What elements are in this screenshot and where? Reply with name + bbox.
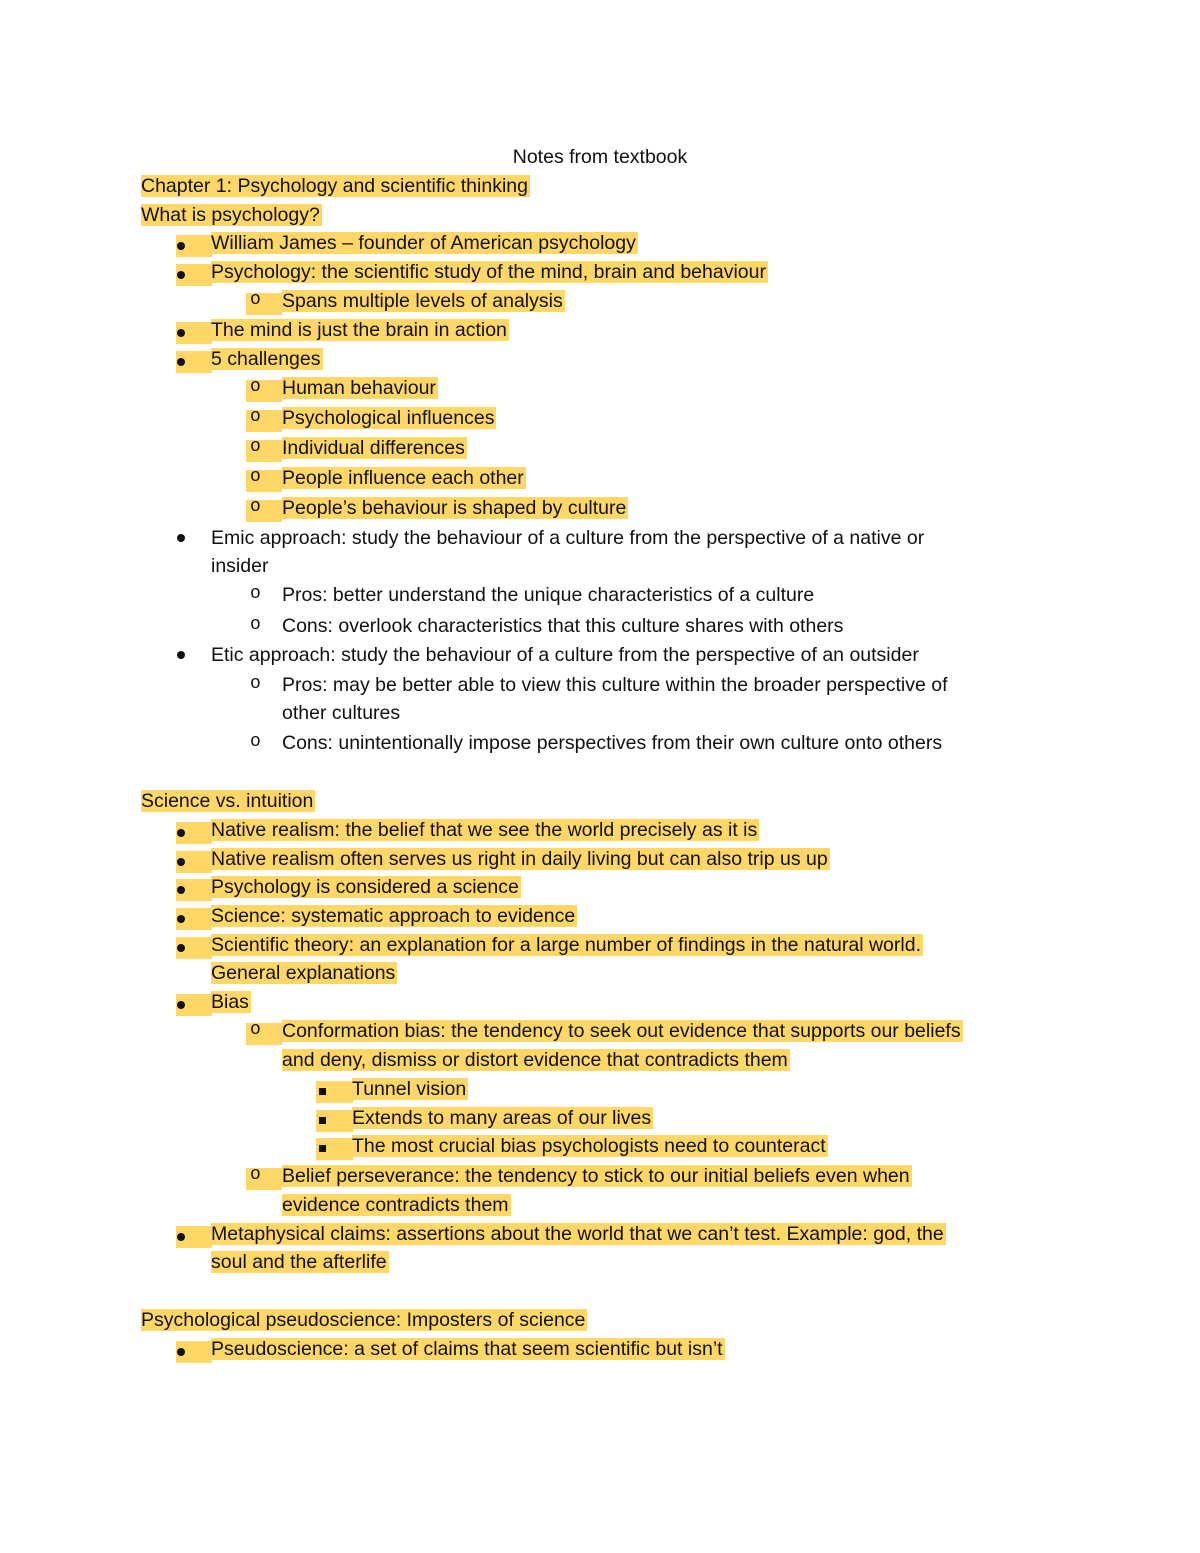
sub-bullet-circle-icon: o bbox=[250, 437, 261, 457]
bullet-dot-icon bbox=[177, 329, 185, 337]
bullet-square-icon bbox=[319, 1117, 326, 1124]
list-item bbox=[352, 1075, 468, 1103]
sub-bullet-circle-icon: o bbox=[250, 467, 261, 487]
list-item-text: Scientific theory: an explanation for a large number of findings in the natural world. bbox=[211, 934, 921, 956]
list-item bbox=[282, 1017, 963, 1045]
list-item-text: Extends to many areas of our lives bbox=[352, 1107, 652, 1129]
list-item bbox=[211, 902, 577, 930]
bullet-dot-icon bbox=[177, 534, 185, 542]
list-item: Etic approach: study the behaviour of a culture from the perspective of an outsider bbox=[211, 644, 919, 666]
list-item-text: Human behaviour bbox=[282, 377, 436, 399]
bullet-dot-icon bbox=[177, 1001, 185, 1009]
list-item bbox=[211, 345, 323, 373]
list-item bbox=[211, 1220, 946, 1248]
list-item bbox=[282, 464, 526, 492]
bullet-dot-icon bbox=[177, 944, 185, 952]
bullet-dot-icon bbox=[177, 1233, 185, 1241]
list-item bbox=[352, 1104, 653, 1132]
bullet-dot-icon bbox=[177, 651, 185, 659]
list-item-continuation bbox=[211, 1248, 389, 1276]
list-item-text: General explanations bbox=[211, 962, 396, 984]
list-item-continuation: insider bbox=[211, 555, 269, 577]
bullet-dot-icon bbox=[177, 886, 185, 894]
bullet-dot-icon bbox=[177, 1348, 185, 1356]
list-item-text: and deny, dismiss or distort evidence that contradicts them bbox=[282, 1049, 788, 1071]
bullet-square-icon bbox=[319, 1145, 326, 1152]
list-item-text: Individual differences bbox=[282, 437, 465, 459]
list-item: Cons: unintentionally impose perspectives from their own culture onto others bbox=[282, 732, 943, 754]
sub-bullet-circle-icon: o bbox=[250, 615, 261, 635]
list-item bbox=[282, 434, 467, 462]
list-item bbox=[211, 845, 830, 873]
bullet-dot-icon bbox=[177, 242, 185, 250]
list-item-continuation: other cultures bbox=[282, 702, 401, 724]
list-item bbox=[211, 931, 923, 959]
chapter-heading bbox=[141, 172, 530, 200]
sub-bullet-circle-icon: o bbox=[250, 1165, 261, 1185]
list-item-text: evidence contradicts them bbox=[282, 1194, 509, 1216]
bullet-dot-icon bbox=[177, 829, 185, 837]
list-item bbox=[211, 816, 759, 844]
bullet-dot-icon bbox=[177, 271, 185, 279]
section-heading-text: What is psychology? bbox=[141, 204, 320, 226]
list-item bbox=[282, 494, 628, 522]
sub-bullet-circle-icon: o bbox=[250, 584, 261, 604]
section-heading-science-vs-intuition bbox=[141, 787, 315, 815]
list-item-text: Conformation bias: the tendency to seek out evidence that supports our beliefs bbox=[282, 1020, 961, 1042]
list-item-text: Psychology is considered a science bbox=[211, 876, 519, 898]
list-item-text: Pseudoscience: a set of claims that seem scientific but isn’t bbox=[211, 1338, 723, 1360]
list-item bbox=[211, 258, 768, 286]
list-item bbox=[211, 316, 509, 344]
sub-bullet-circle-icon: o bbox=[250, 674, 261, 694]
bullet-dot-icon bbox=[177, 915, 185, 923]
list-item-text: People influence each other bbox=[282, 467, 524, 489]
list-item-text: Psychological influences bbox=[282, 407, 495, 429]
list-item-text: Bias bbox=[211, 991, 249, 1013]
list-item-text: The mind is just the brain in action bbox=[211, 319, 507, 341]
chapter-heading-text: Chapter 1: Psychology and scientific thinking bbox=[141, 175, 528, 197]
section-heading-what-is-psychology bbox=[141, 201, 322, 229]
section-heading-text: Science vs. intuition bbox=[141, 790, 314, 812]
list-item bbox=[211, 873, 521, 901]
list-item bbox=[211, 988, 251, 1016]
list-item-text: William James – founder of American psychology bbox=[211, 232, 636, 254]
sub-bullet-circle-icon: o bbox=[250, 497, 261, 517]
list-item bbox=[282, 374, 438, 402]
section-heading-pseudoscience bbox=[141, 1306, 587, 1334]
list-item-text: Metaphysical claims: assertions about the world that we can’t test. Example: god, the bbox=[211, 1223, 944, 1245]
list-item-text: 5 challenges bbox=[211, 348, 321, 370]
list-item-text: Spans multiple levels of analysis bbox=[282, 290, 563, 312]
sub-bullet-circle-icon: o bbox=[250, 290, 261, 310]
bullet-square-icon bbox=[319, 1088, 326, 1095]
document-title: Notes from textbook bbox=[512, 146, 688, 168]
list-item-continuation bbox=[211, 959, 397, 987]
section-heading-text: Psychological pseudoscience: Imposters of science bbox=[141, 1309, 586, 1331]
list-item-text: Native realism often serves us right in daily living but can also trip us up bbox=[211, 848, 828, 870]
list-item-text: Native realism: the belief that we see the world precisely as it is bbox=[211, 819, 758, 841]
list-item-text: People’s behaviour is shaped by culture bbox=[282, 497, 627, 519]
list-item-text: Belief perseverance: the tendency to stick to our initial beliefs even when bbox=[282, 1165, 910, 1187]
list-item-text: Psychology: the scientific study of the mind, brain and behaviour bbox=[211, 261, 766, 283]
list-item bbox=[282, 1162, 912, 1190]
list-item bbox=[211, 1335, 725, 1363]
bullet-dot-icon bbox=[177, 358, 185, 366]
list-item bbox=[211, 229, 638, 257]
list-item bbox=[282, 404, 496, 432]
list-item: Emic approach: study the behaviour of a culture from the perspective of a native or bbox=[211, 527, 925, 549]
sub-bullet-circle-icon: o bbox=[250, 1020, 261, 1040]
list-item-text: soul and the afterlife bbox=[211, 1251, 387, 1273]
sub-bullet-circle-icon: o bbox=[250, 377, 261, 397]
sub-bullet-circle-icon: o bbox=[250, 732, 261, 752]
list-item: Pros: better understand the unique characteristics of a culture bbox=[282, 584, 815, 606]
list-item-text: Tunnel vision bbox=[352, 1078, 467, 1100]
list-item-text: Science: systematic approach to evidence bbox=[211, 905, 576, 927]
list-item: Pros: may be better able to view this culture within the broader perspective of bbox=[282, 674, 948, 696]
list-item bbox=[282, 287, 565, 315]
bullet-dot-icon bbox=[177, 858, 185, 866]
list-item bbox=[352, 1132, 828, 1160]
list-item-continuation bbox=[282, 1046, 790, 1074]
list-item-continuation bbox=[282, 1191, 511, 1219]
list-item: Cons: overlook characteristics that this culture shares with others bbox=[282, 615, 844, 637]
sub-bullet-circle-icon: o bbox=[250, 407, 261, 427]
list-item-text: The most crucial bias psychologists need to counteract bbox=[352, 1135, 826, 1157]
